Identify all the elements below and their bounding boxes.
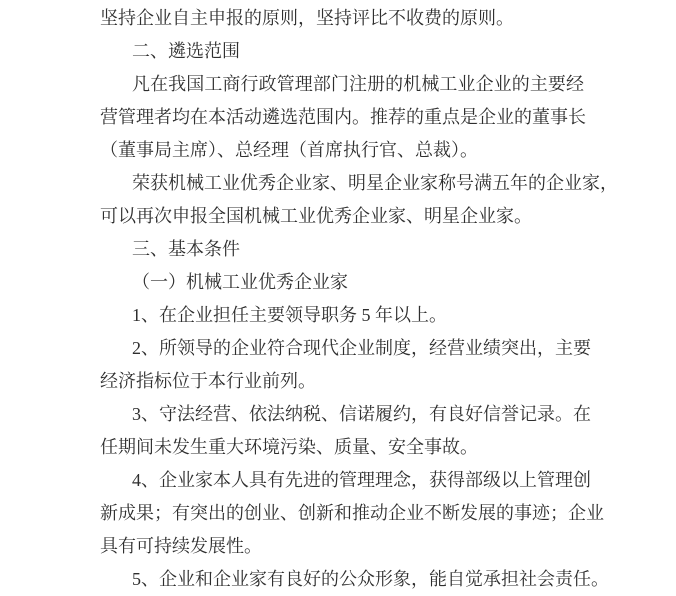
text-line: 三、基本条件 <box>132 239 240 259</box>
text-line: 具有可持续发展性。 <box>100 536 262 556</box>
text-line: 营管理者均在本活动遴选范围内。推荐的重点是企业的董事长 <box>100 107 586 127</box>
text-line: 凡在我国工商行政管理部门注册的机械工业企业的主要经 <box>132 74 584 94</box>
text-line: 任期间未发生重大环境污染、质量、安全事故。 <box>100 437 478 457</box>
text-line: 5、企业和企业家有良好的公众形象，能自觉承担社会责任。 <box>132 569 609 589</box>
text-line: （一）机械工业优秀企业家 <box>132 272 348 292</box>
text-line: 坚持企业自主申报的原则，坚持评比不收费的原则。 <box>100 8 514 28</box>
text-line: 荣获机械工业优秀企业家、明星企业家称号满五年的企业家， <box>132 173 618 193</box>
text-line: （董事局主席）、总经理（首席执行官、总裁）。 <box>100 140 478 160</box>
text-line: 3、守法经营、依法纳税、信诺履约，有良好信誉记录。在 <box>132 404 591 424</box>
text-line: 新成果；有突出的创业、创新和推动企业不断发展的事迹；企业 <box>100 503 604 523</box>
text-line: 可以再次申报全国机械工业优秀企业家、明星企业家。 <box>100 206 532 226</box>
text-line: 1、在企业担任主要领导职务 5 年以上。 <box>132 305 447 325</box>
text-line: 经济指标位于本行业前列。 <box>100 371 316 391</box>
text-line: 2、所领导的企业符合现代企业制度，经营业绩突出，主要 <box>132 338 591 358</box>
document-text <box>100 2 618 596</box>
text-line: 4、企业家本人具有先进的管理理念，获得部级以上管理创 <box>132 470 591 490</box>
text-line: 二、遴选范围 <box>132 41 240 61</box>
